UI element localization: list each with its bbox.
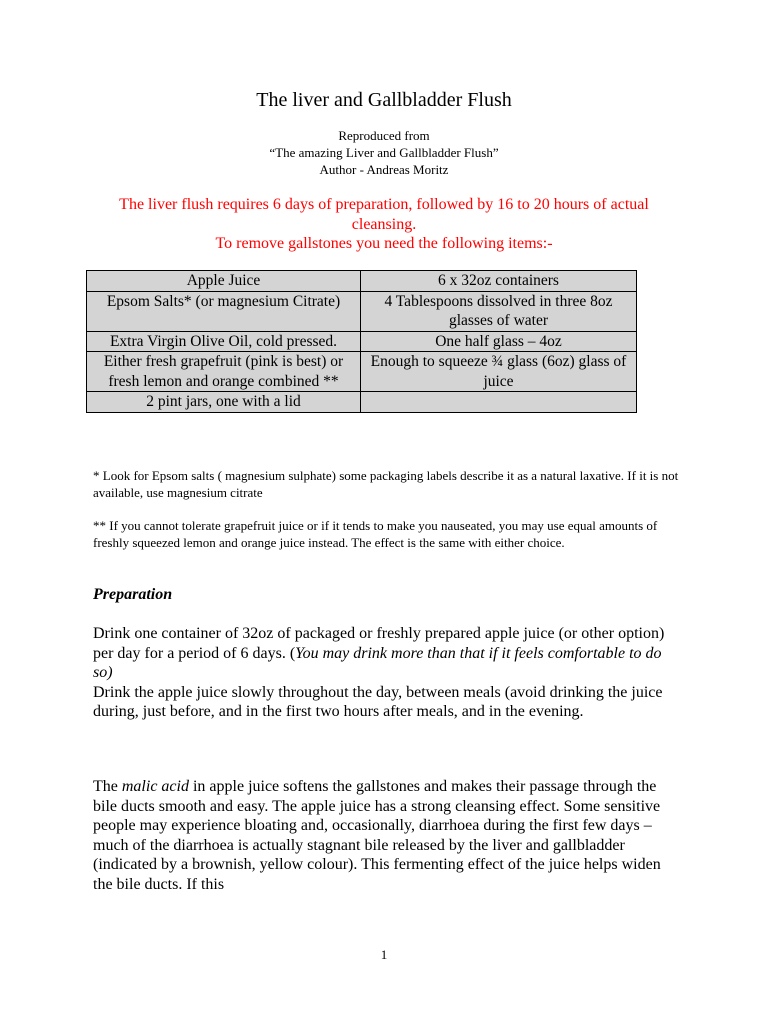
page-number: 1 (380, 947, 388, 962)
section-heading-preparation: Preparation (93, 586, 173, 603)
reproduced-from-label: Reproduced from (338, 128, 430, 143)
preparation-paragraph-1 (93, 624, 683, 722)
amount-cell: 6 x 32oz containers (361, 271, 637, 292)
notice-duration: The liver flush requires 6 days of preparation, followed by 16 to 20 hours of actual cleansing. (119, 196, 649, 233)
table-row (87, 291, 637, 331)
items-table (86, 270, 637, 413)
table-row (87, 392, 637, 413)
source-author: Author - Andreas Moritz (319, 162, 449, 177)
table-row (87, 331, 637, 352)
document-title: The liver and Gallbladder Flush (256, 89, 512, 111)
item-cell: 2 pint jars, one with a lid (87, 392, 361, 413)
footnote-grapefruit: ** If you cannot tolerate grapefruit juice or if it tends to make you nauseated, you may use equal amounts of freshly squeezed lemon and orange juice instead. The effect is the same with either choice. (93, 518, 658, 550)
footnote-epsom-salts: * Look for Epsom salts ( magnesium sulphate) some packaging labels describe it as a natural laxative. If it is not available, use magnesium citrate (93, 468, 679, 500)
para2-rest: in apple juice softens the gallstones and makes their passage through the bile ducts smooth and easy. The apple juice has a strong cleansing effect. Some sensitive people may experience bloating and, occasionally, diarrhoea during the first few days – much of the diarrhoea is actually stagnant bile released by the liver and gallbladder (indicated by a brownish, yellow colour). This fermenting effect of the juice helps widen the bile ducts. If this (93, 778, 661, 893)
preparation-paragraph-2 (93, 777, 683, 894)
amount-cell: One half glass – 4oz (361, 331, 637, 352)
item-cell: Epsom Salts* (or magnesium Citrate) (87, 291, 361, 331)
item-cell: Extra Virgin Olive Oil, cold pressed. (87, 331, 361, 352)
para2-start: The (93, 778, 122, 795)
para1-text: Drink one container of 32oz of packaged or freshly prepared apple juice (or other option) per day for a period of 6 days. ( (93, 625, 665, 662)
source-book-title: “The amazing Liver and Gallbladder Flush” (269, 145, 499, 160)
amount-cell (361, 392, 637, 413)
para2-italic-term: malic acid (121, 778, 189, 795)
item-cell: Either fresh grapefruit (pink is best) or fresh lemon and orange combined ** (87, 352, 361, 392)
table-row (87, 352, 637, 392)
notice-items-intro: To remove gallstones you need the following items:- (215, 235, 553, 252)
para1-continuation: Drink the apple juice slowly throughout the day, between meals (avoid drinking the juice during, just before, and in the first two hours after meals, and in the evening. (93, 683, 663, 720)
reproduced-from-block (0, 127, 768, 178)
item-cell: Apple Juice (87, 271, 361, 292)
table-row (87, 271, 637, 292)
preparation-notice (92, 195, 676, 254)
para1-italic-note: You may drink more than that if it feels comfortable to do so) (93, 644, 662, 681)
amount-cell: 4 Tablespoons dissolved in three 8oz glasses of water (361, 291, 637, 331)
amount-cell: Enough to squeeze ¾ glass (6oz) glass of juice (361, 352, 637, 392)
